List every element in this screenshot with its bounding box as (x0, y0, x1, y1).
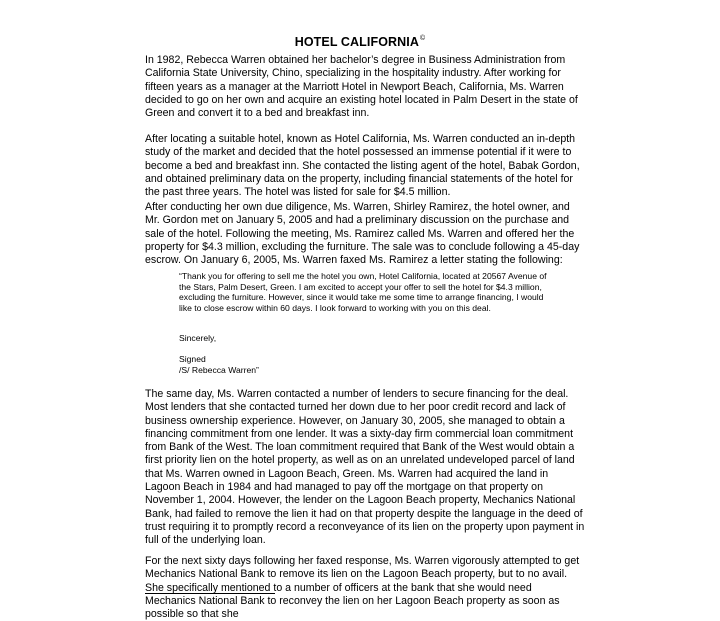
quote-body: “Thank you for offering to sell me the hotel you own, Hotel California, located at 20567 Avenue of the Stars, Palm Desert, Green. I am excited to accept your offer to sell the hotel for $4.3 million, excluding the furniture. However, since it would take me some time to arrange financing, I would like to close escrow within 60 days. I look forward to working with you on this deal. (179, 271, 547, 313)
quote-closing: Sincerely, (179, 333, 217, 343)
quote-signature: /S/ Rebecca Warren” (179, 365, 259, 375)
paragraph-5: For the next sixty days following her faxed response, Ms. Warren vigorously attempted to get Mechanics National Bank to remove its lien on the Lagoon Beach property, but to no avail. She specifically mentioned to a number of officers at the bank that she would need Mechanics National Bank to reconvey the lien on her Lagoon Beach property as soon as possible so that she (145, 555, 580, 621)
title-text: HOTEL CALIFORNIA (294, 35, 419, 49)
paragraph-1: In 1982, Rebecca Warren obtained her bachelor’s degree in Business Administration from California State University, Chino, specializing in the hospitality industry. After working for fifteen years as a manager at the Marriott Hotel in Newport Beach, California, Ms. Warren decided to go on her own and acquire an existing hotel located in Palm Desert in the state of Green and convert it to a bed and breakfast inn. (145, 54, 578, 120)
copyright-mark: © (420, 35, 426, 42)
paragraph-2: After locating a suitable hotel, known as Hotel California, Ms. Warren conducted an in-depth study of the market and decided that the hotel possessed an immense potential if it were to become a bed and breakfast inn. She contacted the listing agent of the hotel, Babak Gordon, and obtained preliminary data on the property, including financial statements of the hotel for the past three years. The hotel was listed for sale for $4.5 million. (145, 133, 580, 199)
paragraph-4: The same day, Ms. Warren contacted a number of lenders to secure financing for the deal. Most lenders that she contacted turned her down due to her poor credit record and lack of business ownership experience. However, on January 30, 2005, she managed to obtain a financing commitment from one lender. It was a sixty-day firm commercial loan commitment from Bank of the West. The loan commitment required that Bank of the West would obtain a first priority lien on the hotel property, as well as on an unrelated undeveloped parcel of land that Ms. Warren owned in Lagoon Beach, Green. Ms. Warren had acquired the land in Lagoon Beach in 1984 and had managed to pay off the mortgage on that property on November 1, 2004. However, the lender on the Lagoon Beach property, Mechanics National Bank, had failed to remove the lien it had on that property despite the language in the deed of trust requiring it to promptly record a reconveyance of its lien on the property upon payment in full of the underlying loan. (145, 388, 585, 547)
quote-signed: Signed (179, 354, 206, 364)
footnote-divider (145, 593, 275, 594)
document-title (145, 35, 575, 49)
paragraph-3: After conducting her own due diligence, Ms. Warren, Shirley Ramirez, the hotel owner, and Mr. Gordon met on January 5, 2005 and had a preliminary discussion on the purchase and sale of the hotel. Following the meeting, Ms. Ramirez called Ms. Warren and offered her the property for $4.3 million, excluding the furniture. The sale was to conclude following a 45-day escrow. On January 6, 2005, Ms. Warren faxed Ms. Ramirez a letter stating the following: (145, 201, 580, 267)
